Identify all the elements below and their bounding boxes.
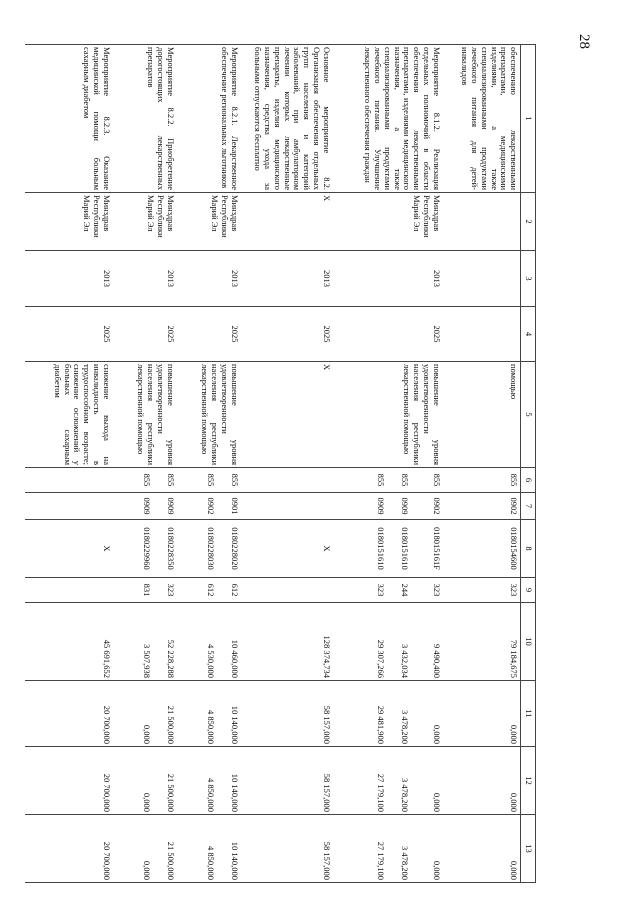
target-article-cell	[241, 520, 333, 578]
table-row	[443, 45, 521, 883]
amount-col10-cell-line: 9 490,400	[431, 644, 442, 678]
expense-type-cell	[241, 578, 333, 603]
start-year-cell	[443, 251, 521, 307]
header-row	[521, 45, 536, 883]
target-article-cell	[443, 520, 521, 578]
amount-col12-cell-line: 4 850,000	[205, 778, 216, 812]
expense-type-cell	[443, 578, 521, 603]
amount-col11-cell	[177, 681, 241, 747]
section-code-cell	[25, 493, 113, 520]
table-row	[241, 45, 333, 883]
amount-col11-cell-line: 4 850,000	[205, 710, 216, 744]
amount-col11-cell	[25, 681, 113, 747]
target-article-cell-line: 0180151610	[376, 527, 387, 570]
amount-col12-cell-line: 27 179,100	[376, 773, 387, 812]
expense-type-cell	[333, 578, 443, 603]
target-article-cell-line: 0180151610	[399, 527, 410, 570]
amount-col11-cell-line: 29 481,900	[376, 705, 387, 744]
amount-col10-cell-line: 10 460,000	[229, 639, 240, 678]
rotated-sheet	[52, 44, 536, 882]
amount-col13-cell-line: 10 140,000	[229, 841, 240, 880]
amount-col11-cell-line: 0,000	[141, 724, 152, 744]
end-year-cell: 2025	[25, 307, 113, 362]
target-article-cell-line: 0180154600	[509, 527, 520, 570]
end-year-cell: 2025	[113, 307, 177, 362]
amount-col12-cell	[443, 747, 521, 815]
section-code-cell	[177, 493, 241, 520]
amount-col13-cell	[333, 815, 443, 883]
amount-col11-cell-line: 3 478,200	[399, 710, 410, 744]
amount-col11-cell	[241, 681, 333, 747]
expected-result-cell: повышение уровня удовлетворенности населения республики лекарственной помощью	[113, 362, 177, 468]
start-year-cell: 2013	[333, 251, 443, 307]
section-code-cell-line: 0909	[376, 497, 387, 515]
measure-name-cell: Мероприятие 8.2.1. Лекарственное обеспечение региональных льготников	[177, 45, 241, 193]
grbs-code-cell	[113, 468, 177, 493]
amount-col12-cell	[113, 747, 177, 815]
amount-col13-cell-line: 0,000	[141, 860, 152, 880]
expected-result-cell: повышение уровня удовлетворенности населения республики лекарственной помощью	[333, 362, 443, 468]
table-row	[113, 45, 177, 883]
amount-col10-cell-line: 52 228,288	[165, 639, 176, 678]
col-header: 5	[521, 362, 536, 468]
amount-col11-cell-line: 58 157,000	[321, 705, 332, 744]
end-year-cell: 2025	[333, 307, 443, 362]
amount-col13-cell	[443, 815, 521, 883]
expense-type-cell-line: 323	[509, 583, 520, 597]
section-code-cell-line: 0909	[399, 497, 410, 515]
section-code-cell-line: 0902	[431, 497, 442, 515]
start-year-cell: 2013	[241, 251, 333, 307]
target-article-cell	[333, 520, 443, 578]
executor-cell: Минздрав Республики Марий Эл	[177, 193, 241, 251]
start-year-cell: 2013	[177, 251, 241, 307]
amount-col13-cell-line: 0,000	[509, 860, 520, 880]
amount-col11-cell-line: 21 500,000	[165, 705, 176, 744]
expense-type-cell-line: 612	[205, 583, 216, 597]
col-header: 3	[521, 251, 536, 307]
executor-cell: Минздрав Республики Марий Эл	[25, 193, 113, 251]
amount-col12-cell-line: 10 140,000	[229, 773, 240, 812]
expense-type-cell-line: 323	[431, 583, 442, 597]
amount-col10-cell	[333, 603, 443, 681]
expense-type-cell	[177, 578, 241, 603]
amount-col11-cell	[113, 681, 177, 747]
amount-col13-cell-line: 58 157,000	[321, 841, 332, 880]
amount-col13-cell	[25, 815, 113, 883]
section-code-cell-line: 0909	[165, 497, 176, 515]
amount-col13-cell-line: 27 179,100	[376, 841, 387, 880]
col-header: 13	[521, 815, 536, 883]
grbs-code-cell-line: 855	[205, 473, 216, 487]
start-year-cell: 2013	[113, 251, 177, 307]
amount-col11-cell-line: 0,000	[509, 724, 520, 744]
executor-cell: Минздрав Республики Марий Эл	[113, 193, 177, 251]
grbs-code-cell-line: 855	[165, 473, 176, 487]
amount-col11-cell-line: 0,000	[431, 724, 442, 744]
grbs-code-cell-line: 855	[229, 473, 240, 487]
measure-name-cell: Основное мероприятие 8.2. Организация обеспечения отдельных групп населения и категорий заболеваний, при амбулаторном лечении которых лекарственные препараты, изделия медицинского назначения, средства ухода за больными отпускаются бесплатно	[241, 45, 333, 193]
grbs-code-cell-line: 855	[399, 473, 410, 487]
amount-col12-cell-line: 3 478,200	[399, 778, 410, 812]
amount-col11-cell-line: 20 700,000	[101, 705, 112, 744]
col-header: 11	[521, 681, 536, 747]
col-header: 12	[521, 747, 536, 815]
target-article-cell-line: 0180229960	[141, 527, 152, 570]
expected-result-cell: снижение выхода на инвалидность в трудоспособном возрасте; снижение осложнений у больных сахарным диабетом	[25, 362, 113, 468]
col-header: 7	[521, 493, 536, 520]
target-article-cell-line: 0180228350	[165, 527, 176, 570]
target-article-cell	[113, 520, 177, 578]
grbs-code-cell-line: 855	[141, 473, 152, 487]
target-article-cell	[25, 520, 113, 578]
expense-type-cell	[25, 578, 113, 603]
amount-col10-cell-line: 3 507,938	[141, 644, 152, 678]
section-code-cell-line: 0902	[205, 497, 216, 515]
amount-col12-cell-line: 21 500,000	[165, 773, 176, 812]
amount-col12-cell-line: 0,000	[431, 792, 442, 812]
grbs-code-cell-line: 855	[509, 473, 520, 487]
amount-col13-cell	[241, 815, 333, 883]
amount-col10-cell-line: 4 530,000	[205, 644, 216, 678]
amount-col12-cell	[25, 747, 113, 815]
col-header: 9	[521, 578, 536, 603]
expected-result-cell: X	[241, 362, 333, 468]
amount-col12-cell-line: 58 157,000	[321, 773, 332, 812]
col-header: 10	[521, 603, 536, 681]
target-article-cell-line: 018015161F	[431, 527, 442, 570]
amount-col10-cell	[443, 603, 521, 681]
target-article-cell-line: 0180228020	[229, 527, 240, 570]
amount-col13-cell-line: 4 850,000	[205, 846, 216, 880]
expected-result-cell: повышение уровня удовлетворенности населения республики лекарственной помощью	[177, 362, 241, 468]
col-header: 4	[521, 307, 536, 362]
amount-col13-cell-line: 3 478,200	[399, 846, 410, 880]
target-article-cell-line: X	[321, 545, 332, 552]
table-row	[177, 45, 241, 883]
grbs-code-cell	[333, 468, 443, 493]
amount-col12-cell-line: 20 700,000	[101, 773, 112, 812]
measure-name-cell: Мероприятие 8.2.2. Приобретение дорогостоящих лекарственных препаратов	[113, 45, 177, 193]
grbs-code-cell	[443, 468, 521, 493]
col-header: 6	[521, 468, 536, 493]
amount-col12-cell-line: 0,000	[509, 792, 520, 812]
amount-col10-cell	[241, 603, 333, 681]
end-year-cell	[443, 307, 521, 362]
table-row	[25, 45, 113, 883]
measure-name-cell: Мероприятие 8.1.2. Реализация отдельных полномочий в области обеспечения лекарственными препаратами, изделиями медицинского назначения, а также специализированными продуктами лечебного питания. Улучшение лекарственного обеспечения граждан	[333, 45, 443, 193]
grbs-code-cell	[241, 468, 333, 493]
amount-col10-cell	[25, 603, 113, 681]
section-code-cell	[113, 493, 177, 520]
amount-col10-cell	[113, 603, 177, 681]
measure-name-cell: Мероприятие 8.2.3. Оказание медицинской помощи больным сахарным диабетом	[25, 45, 113, 193]
grbs-code-cell-line: 855	[376, 473, 387, 487]
grbs-code-cell-line: 855	[431, 473, 442, 487]
col-header: 8	[521, 520, 536, 578]
expense-type-cell-line: 323	[165, 583, 176, 597]
amount-col11-cell	[333, 681, 443, 747]
amount-col10-cell-line: 45 691,652	[101, 639, 112, 678]
amount-col12-cell	[177, 747, 241, 815]
budget-table-sheet	[52, 44, 536, 882]
budget-table	[25, 44, 536, 883]
amount-col12-cell-line: 0,000	[141, 792, 152, 812]
expense-type-cell-line: 612	[229, 583, 240, 597]
amount-col10-cell	[177, 603, 241, 681]
amount-col12-cell	[333, 747, 443, 815]
page-number: 28	[576, 34, 592, 49]
executor-cell	[443, 193, 521, 251]
section-code-cell	[333, 493, 443, 520]
target-article-cell	[177, 520, 241, 578]
expense-type-cell-line: 244	[399, 583, 410, 597]
amount-col13-cell-line: 0,000	[431, 860, 442, 880]
section-code-cell-line: 0902	[509, 497, 520, 515]
target-article-cell-line: X	[101, 545, 112, 552]
amount-col10-cell-line: 128 374,734	[321, 635, 332, 678]
amount-col10-cell-line: 29 307,266	[376, 639, 387, 678]
expense-type-cell-line: 323	[376, 583, 387, 597]
amount-col13-cell	[113, 815, 177, 883]
section-code-cell	[241, 493, 333, 520]
amount-col13-cell-line: 20 700,000	[101, 841, 112, 880]
measure-name-cell: обеспечению лекарственными препаратами, медицинскими изделиями, а также специализированными продуктами лечебного питания для детей-инвалидов	[443, 45, 521, 193]
grbs-code-cell	[25, 468, 113, 493]
end-year-cell: 2025	[241, 307, 333, 362]
col-header: 2	[521, 193, 536, 251]
amount-col10-cell-line: 79 184,675	[509, 639, 520, 678]
executor-cell: Минздрав Республики Марий Эл	[333, 193, 443, 251]
amount-col13-cell	[177, 815, 241, 883]
amount-col12-cell	[241, 747, 333, 815]
target-article-cell-line: 0180228030	[205, 527, 216, 570]
amount-col13-cell-line: 21 500,000	[165, 841, 176, 880]
executor-cell: X	[241, 193, 333, 251]
expense-type-cell	[113, 578, 177, 603]
col-header: 1	[521, 45, 536, 193]
grbs-code-cell	[177, 468, 241, 493]
section-code-cell-line: 0909	[141, 497, 152, 515]
amount-col11-cell	[443, 681, 521, 747]
section-code-cell-line: 0901	[229, 497, 240, 515]
amount-col10-cell-line: 3 432,034	[399, 644, 410, 678]
table-row	[333, 45, 443, 883]
end-year-cell: 2025	[177, 307, 241, 362]
expected-result-cell: помощью	[443, 362, 521, 468]
start-year-cell: 2013	[25, 251, 113, 307]
amount-col11-cell-line: 10 140,000	[229, 705, 240, 744]
section-code-cell	[443, 493, 521, 520]
expense-type-cell-line: 831	[141, 583, 152, 597]
